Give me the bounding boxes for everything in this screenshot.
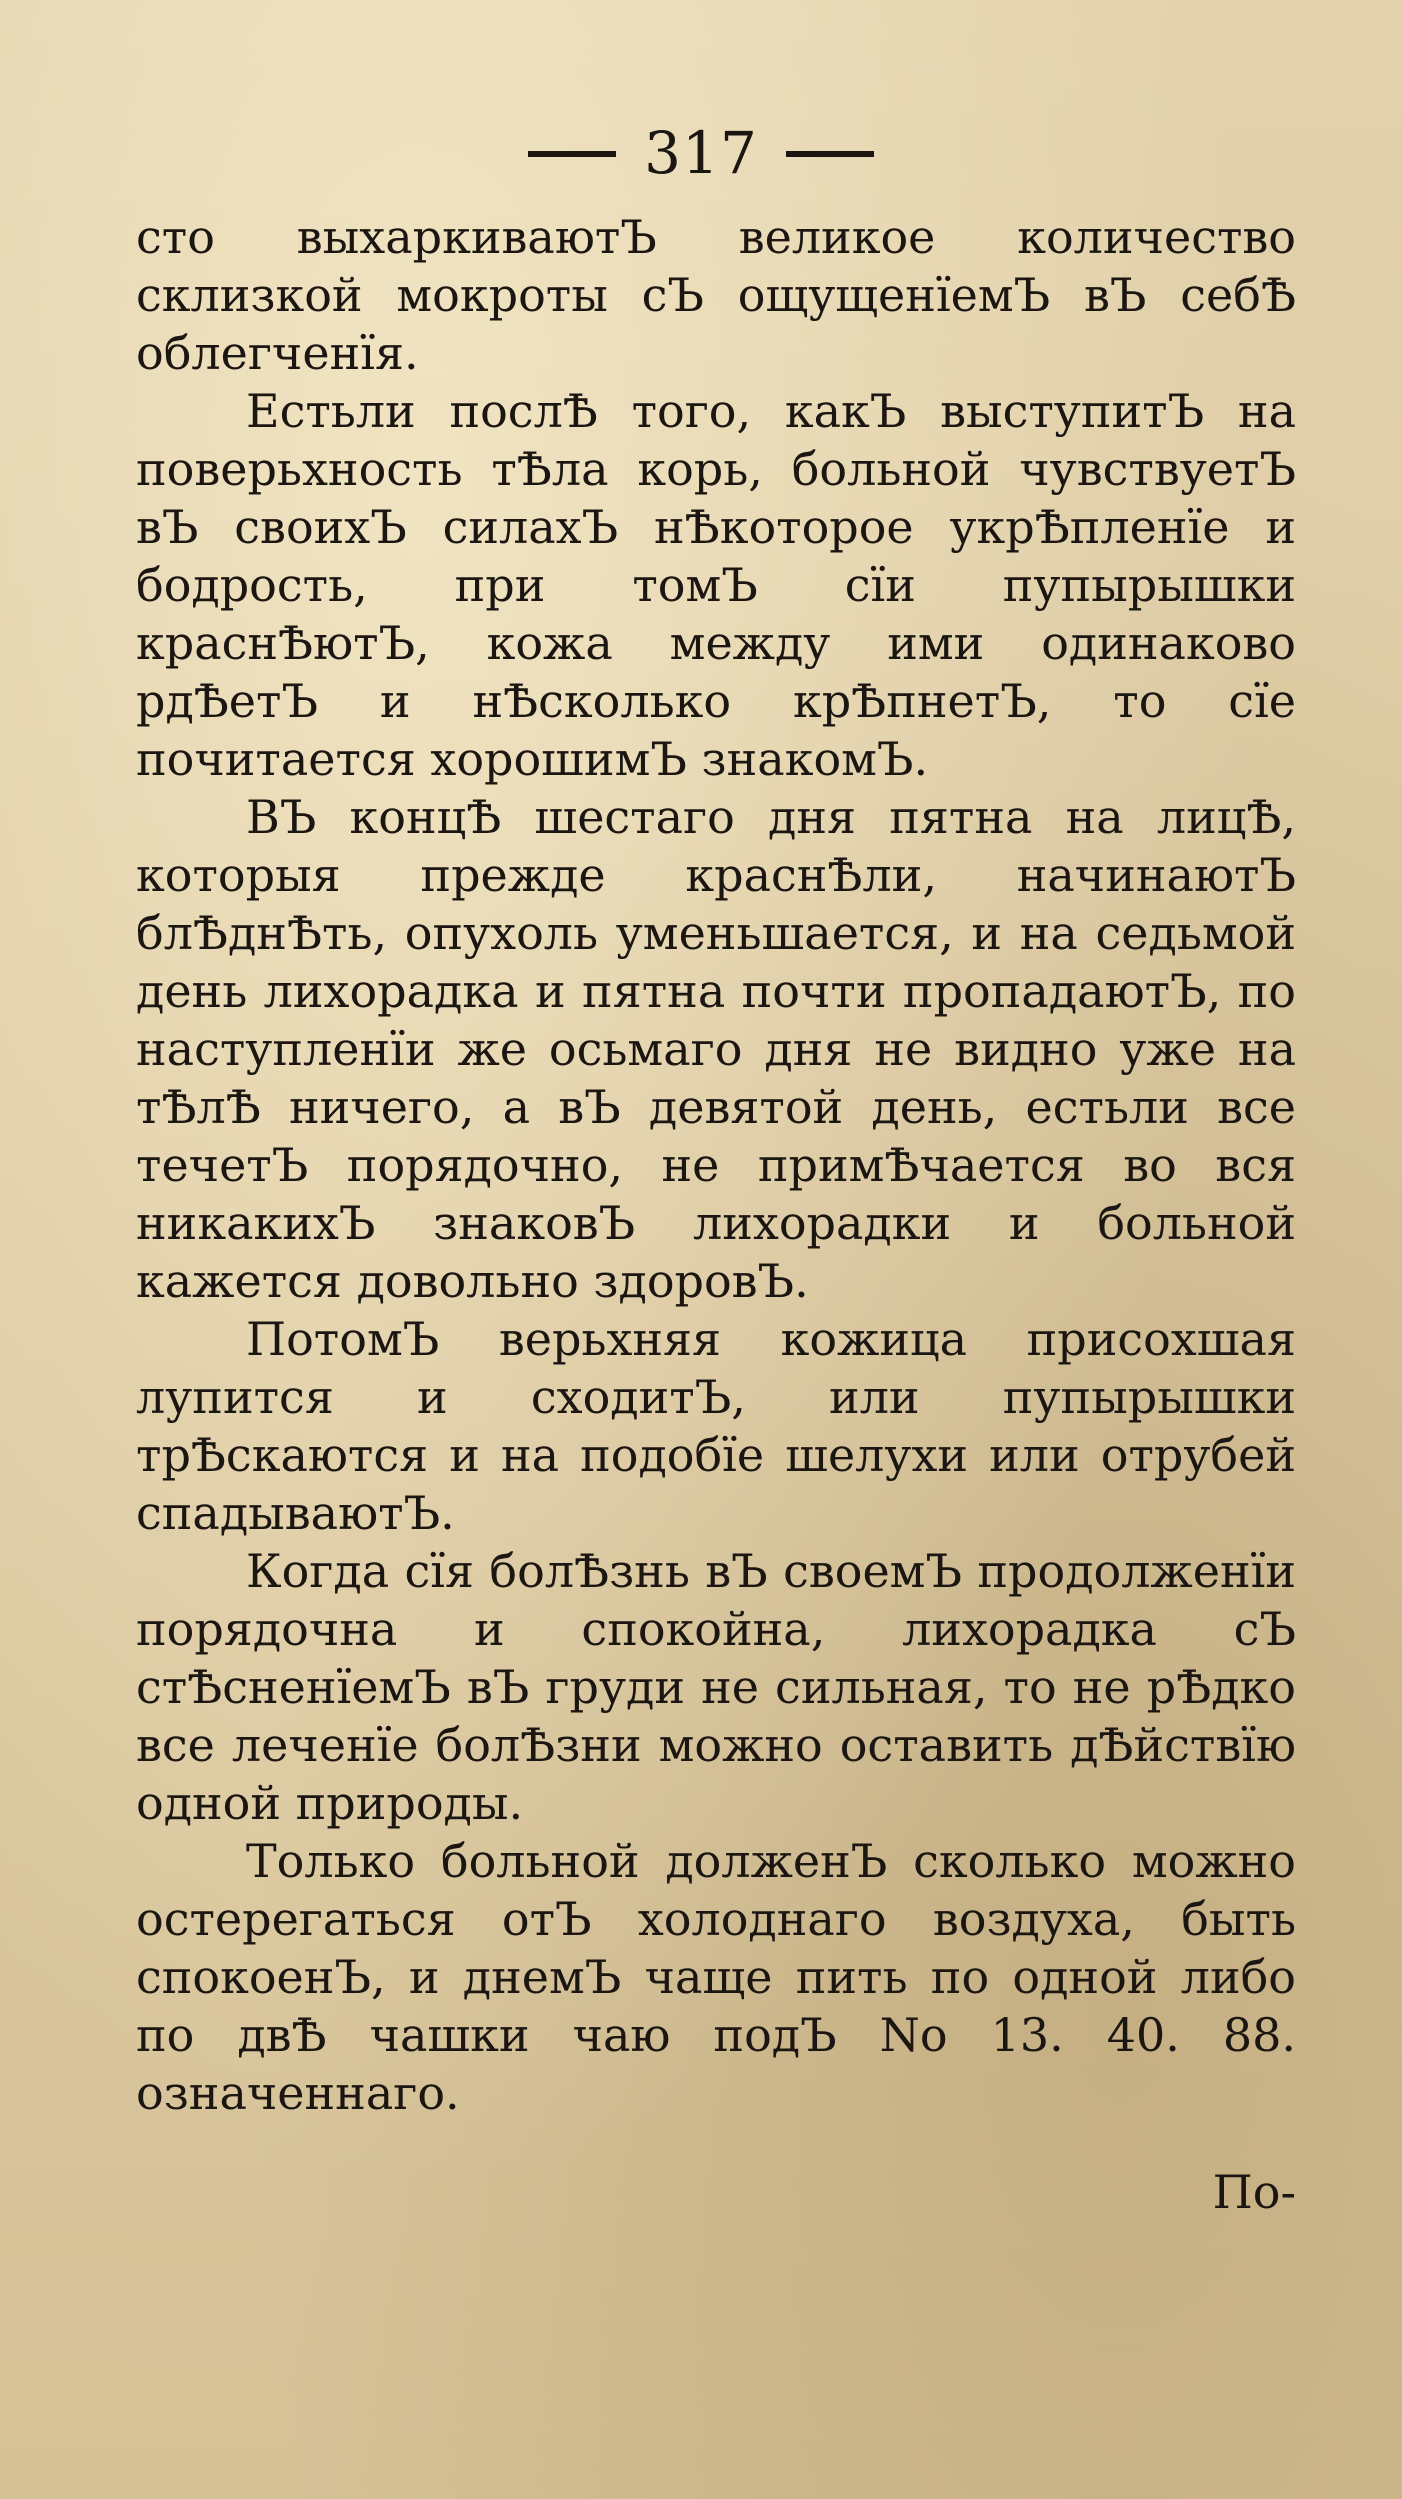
paragraph: ПотомЪ верьхняя кожица присохшая лупится и сходитЪ, или пупырышки трѢскаются и на подобїе шелухи или отрубей спадываютЪ. [136, 1312, 1296, 1540]
page-header [0, 118, 1402, 188]
paragraph: Естьли послѢ того, какЪ выступитЪ на поверьхность тѢла корь, больной чувствуетЪ вЪ своихЪ силахЪ нѢкоторое укрѢпленїе и бодрость, при томЪ сїи пупырышки краснѢютЪ, кожа между ими одинаково рдѢетЪ и нѢсколько крѢпнетЪ, то сїе почитается хорошимЪ знакомЪ. [136, 384, 1296, 786]
catchword: По- [1212, 2165, 1296, 2219]
paragraph: Когда сїя болѢзнь вЪ своемЪ продолженїи порядочна и спокойна, лихорадка сЪ стѢсненїемЪ вЪ груди не сильная, то не рѢдко все леченїе болѢзни можно оставить дѢйствїю одной природы. [136, 1544, 1296, 1830]
paragraph: ВЪ концѢ шестаго дня пятна на лицѢ, которыя прежде краснѢли, начинаютЪ блѢднѢть, опухоль уменьшается, и на седьмой день лихорадка и пятна почти пропадаютЪ, по наступленїи же осьмаго дня не видно уже на тѢлѢ ничего, а вЪ девятой день, естьли все течетЪ порядочно, не примѢчается во вся никакихЪ знаковЪ лихорадки и больной кажется довольно здоровЪ. [136, 790, 1296, 1308]
left-dash-ornament [528, 151, 616, 157]
body-text [136, 208, 1296, 2122]
right-dash-ornament [786, 151, 874, 157]
paragraph: сто выхаркиваютЪ великое количество склизкой мокроты сЪ ощущенїемЪ вЪ себѢ облегченїя. [136, 210, 1296, 380]
paragraph: Только больной долженЪ сколько можно остерегаться отЪ холоднаго воздуха, быть спокоенЪ, и днемЪ чаще пить по одной либо по двѢ чашки чаю подЪ No 13. 40. 88. означеннаго. [136, 1834, 1296, 2120]
page-number: 317 [644, 119, 758, 187]
